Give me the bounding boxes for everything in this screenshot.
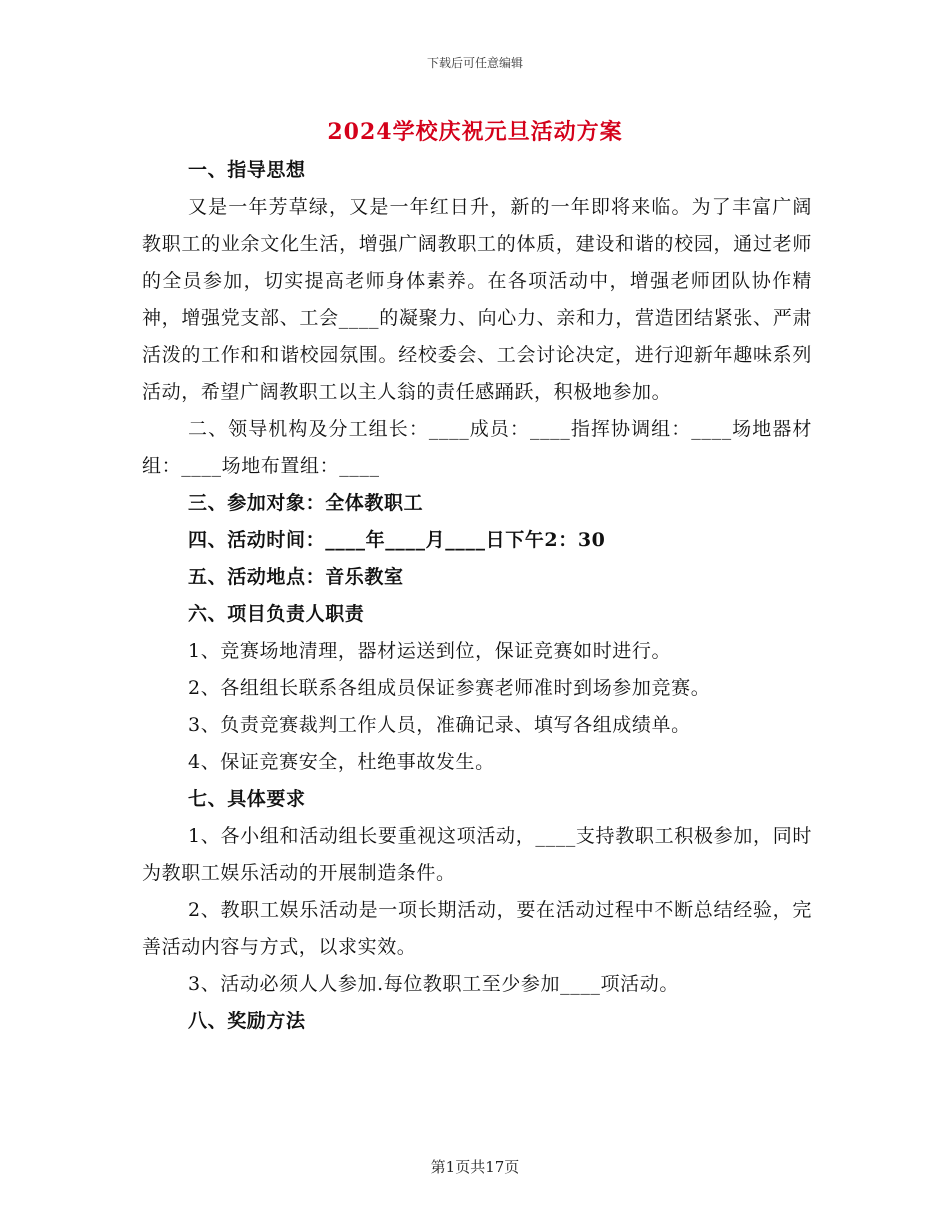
section-heading-time: 四、活动时间：____年____月____日下午2：30	[188, 529, 606, 551]
section-heading-responsibilities: 六、项目负责人职责	[188, 603, 365, 625]
section-heading-rewards: 八、奖励方法	[188, 1010, 306, 1032]
list-item: 2、各组组长联系各组成员保证参赛老师准时到场参加竞赛。	[188, 677, 711, 699]
section-heading-participants: 三、参加对象：全体教职工	[188, 492, 424, 514]
section-heading-guiding-thought: 一、指导思想	[188, 159, 306, 181]
paragraph-leadership: 二、领导机构及分工组长：____成员：____指挥协调组：____场地器材组：____场地布置组：____	[142, 418, 812, 477]
list-item: 3、活动必须人人参加.每位教职工至少参加____项活动。	[188, 973, 679, 995]
page-number: 第1页共17页	[430, 1158, 520, 1176]
section-heading-requirements: 七、具体要求	[188, 788, 306, 810]
list-item: 1、各小组和活动组长要重视这项活动，____支持教职工积极参加，同时为教职工娱乐活动的开展制造条件。	[142, 825, 812, 884]
document-body	[142, 152, 812, 1040]
list-item: 4、保证竞赛安全，杜绝事故发生。	[188, 751, 495, 773]
section-heading-location: 五、活动地点：音乐教室	[188, 566, 404, 588]
document-title: 2024学校庆祝元旦活动方案	[327, 119, 623, 145]
paragraph-guiding-thought: 又是一年芳草绿，又是一年红日升，新的一年即将来临。为了丰富广阔教职工的业余文化生活，增强广阔教职工的体质，建设和谐的校园，通过老师的全员参加，切实提高老师身体素养。在各项活动中，增强老师团队协作精神，增强党支部、工会____的凝聚力、向心力、亲和力，营造团结紧张、严肃活泼的工作和和谐校园氛围。经校委会、工会讨论决定，进行迎新年趣味系列活动，希望广阔教职工以主人翁的责任感踊跃，积极地参加。	[142, 196, 812, 403]
list-item: 2、教职工娱乐活动是一项长期活动，要在活动过程中不断总结经验，完善活动内容与方式，以求实效。	[142, 899, 812, 958]
list-item: 1、竞赛场地清理，器材运送到位，保证竞赛如时进行。	[188, 640, 672, 662]
header-note: 下载后可任意编辑	[426, 56, 523, 70]
list-item: 3、负责竞赛裁判工作人员，准确记录、填写各组成绩单。	[188, 714, 691, 736]
